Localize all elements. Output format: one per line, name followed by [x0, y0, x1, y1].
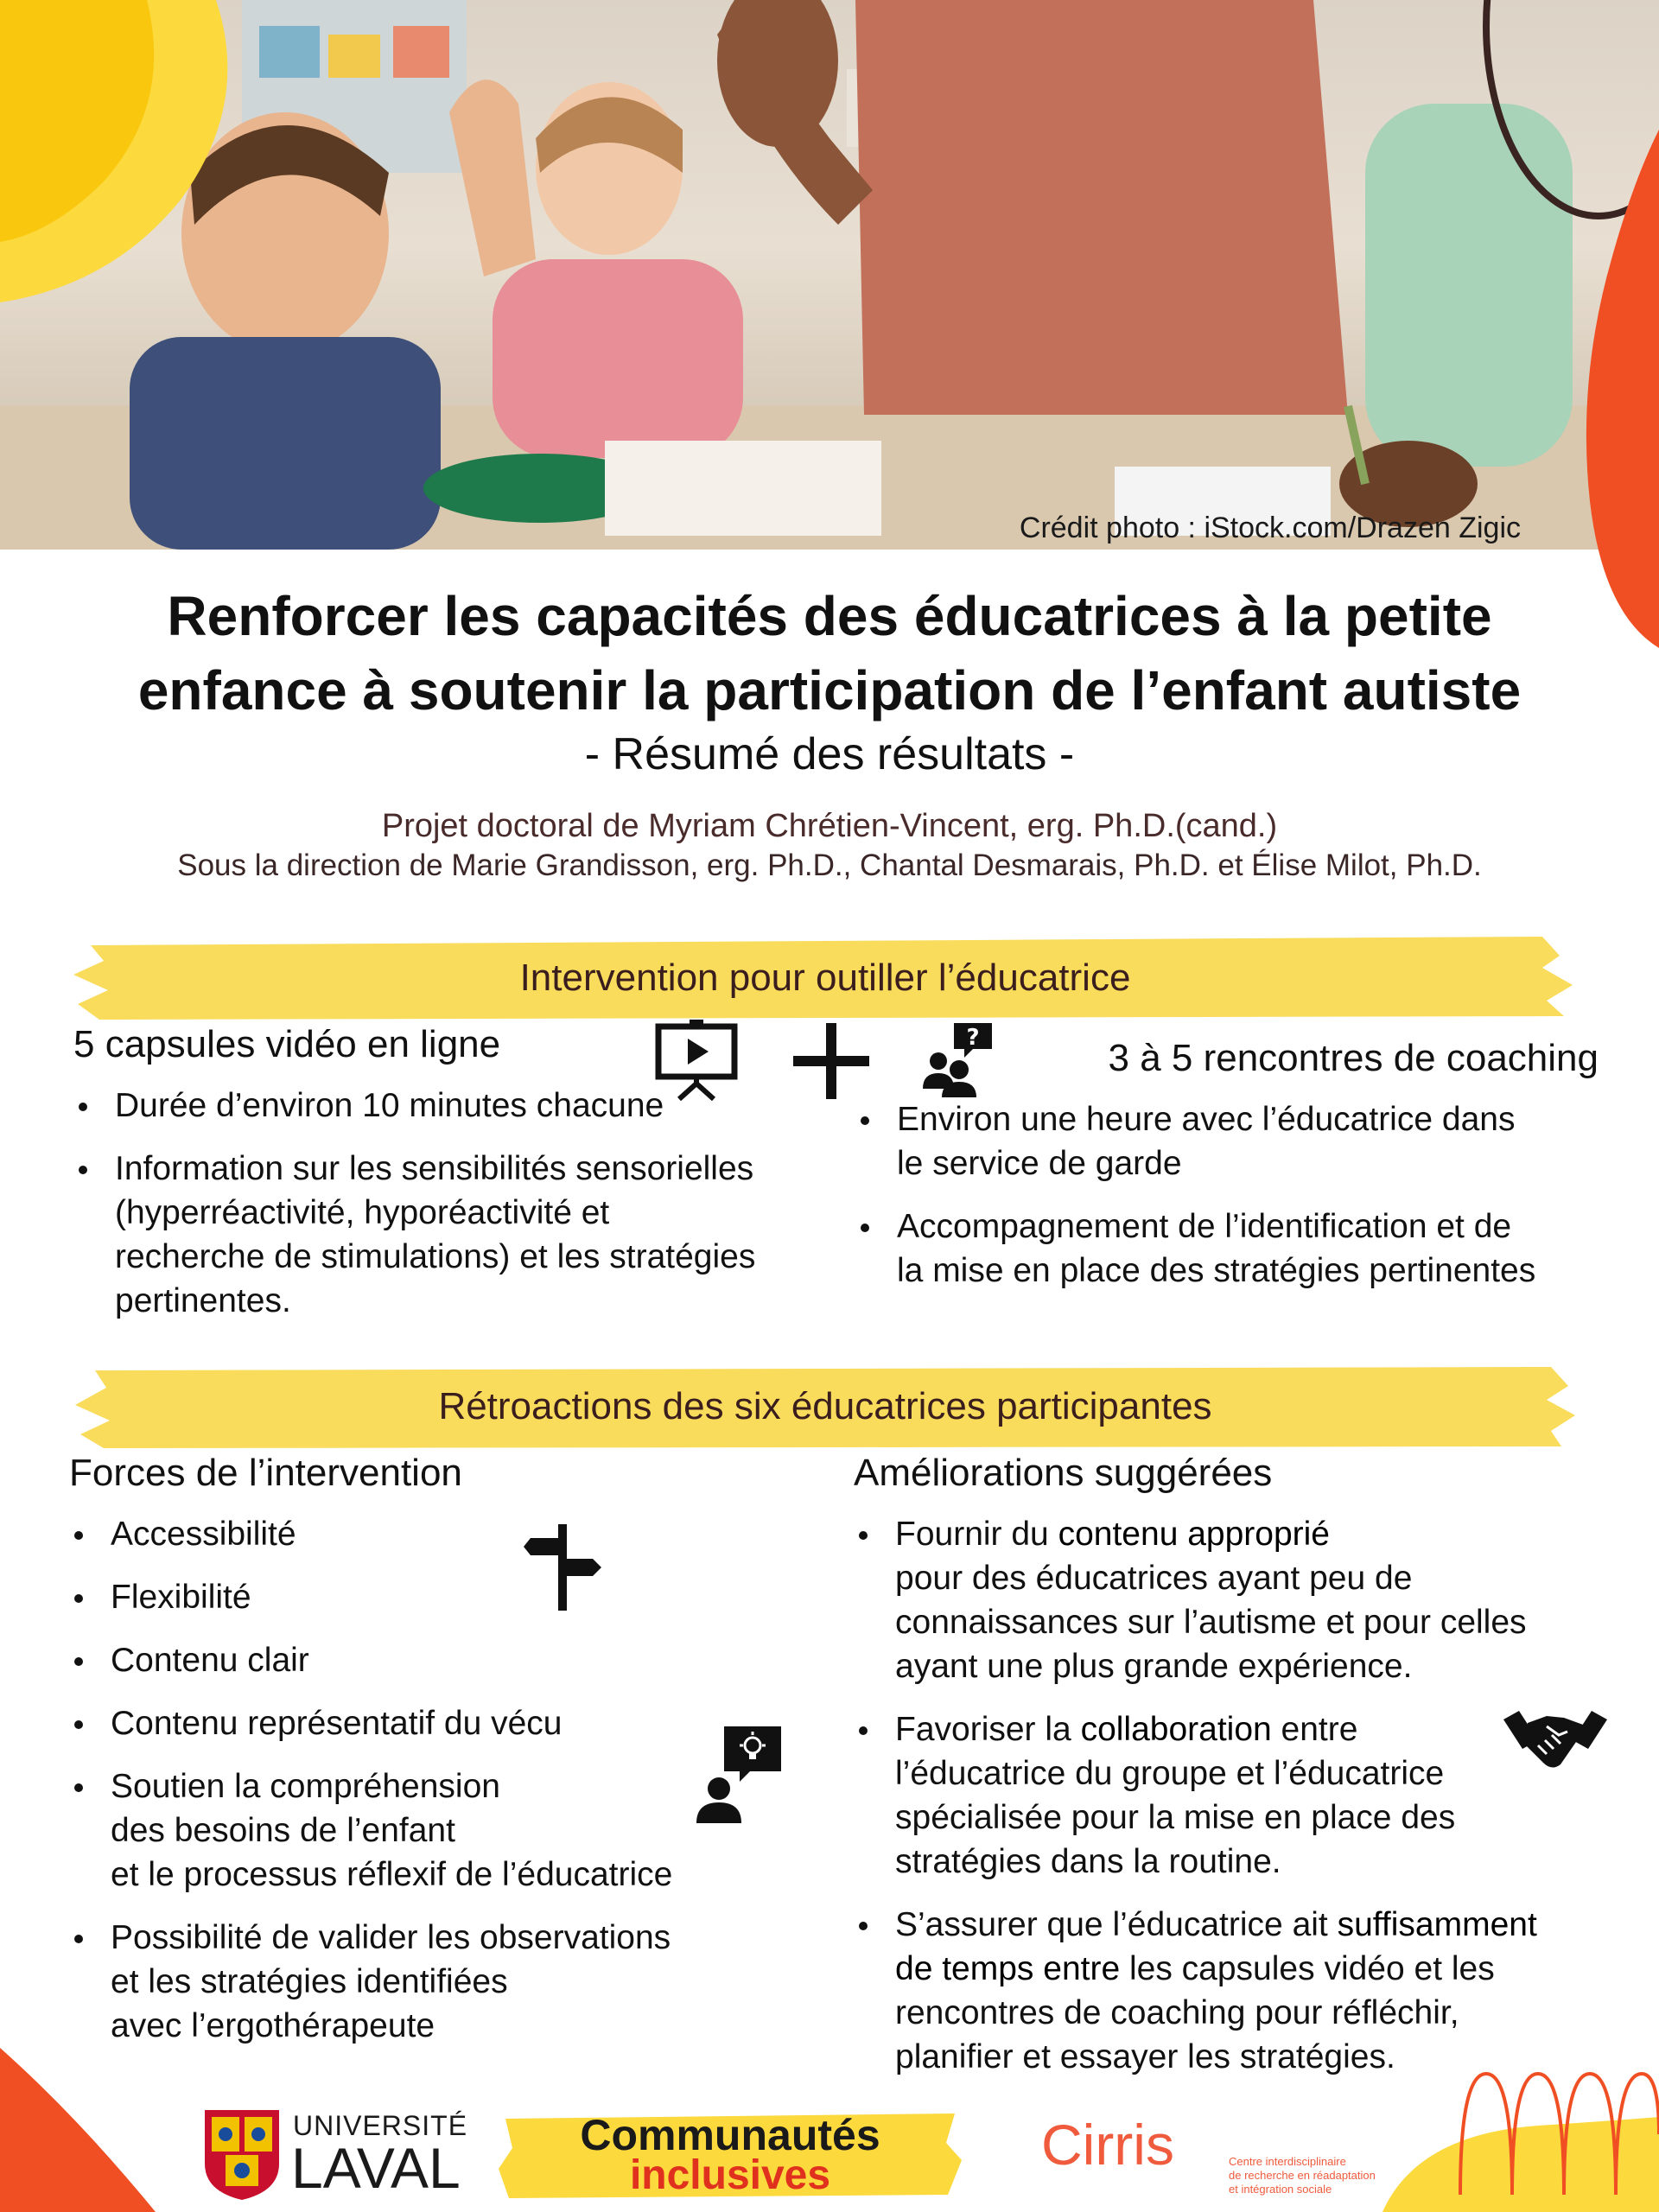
feedback-banner	[73, 1362, 1577, 1452]
strengths-heading: Forces de l’intervention	[69, 1452, 462, 1494]
list-item: Soutien la compréhension des besoins de l’enfant et le processus réflexif de l’éducatrice	[69, 1764, 830, 1897]
list-item: Flexibilité	[69, 1575, 830, 1619]
title-line-1: Renforcer les capacités des éducatrices à la petite	[167, 585, 1492, 647]
improvements-section	[854, 1450, 1614, 2098]
subtitle: - Résumé des résultats -	[584, 729, 1075, 779]
yellow-blob-decoration	[0, 0, 251, 311]
intervention-banner	[73, 933, 1577, 1023]
svg-text:?: ?	[966, 1025, 980, 1051]
video-capsules-list	[73, 1084, 834, 1323]
feedback-banner-label: Rétroactions des six éducatrices participantes	[438, 1385, 1212, 1427]
laval-label-bottom: LAVAL	[291, 2136, 461, 2200]
ci-label-line2: inclusives	[629, 2152, 831, 2198]
cirris-logo	[1041, 2108, 1387, 2203]
cirris-subtitle: Centre interdisciplinaire de recherche en réadaptation et intégration sociale	[1229, 2155, 1376, 2196]
coaching-list	[855, 1097, 1616, 1293]
list-item: S’assurer que l’éducatrice ait suffisamment de temps entre les capsules vidéo et les rencontres de coaching pour réfléchir, planifier et essayer les stratégies.	[854, 1903, 1614, 2079]
video-capsules-heading: 5 capsules vidéo en ligne	[73, 1023, 501, 1065]
communautes-inclusives-logo	[497, 2108, 963, 2203]
orange-shape-right	[1568, 130, 1659, 648]
title-line-2: enfance à soutenir la participation de l’enfant autiste	[137, 659, 1522, 721]
coaching-heading: 3 à 5 rencontres de coaching	[1108, 1037, 1599, 1079]
title-block	[52, 579, 1607, 885]
list-item: Possibilité de valider les observations et les stratégies identifiées avec l’ergothérapeute	[69, 1916, 830, 2048]
list-item: Durée d’environ 10 minutes chacune	[73, 1084, 834, 1128]
supervision-line: Sous la direction de Marie Grandisson, erg. Ph.D., Chantal Desmarais, Ph.D. et Élise Milot, Ph.D.	[177, 849, 1482, 882]
presentation-video-icon	[655, 1018, 738, 1101]
signpost-icon	[524, 1524, 601, 1611]
laval-label-top: UNIVERSITÉ	[293, 2110, 468, 2141]
list-item: Information sur les sensibilités sensorielles (hyperréactivité, hyporéactivité et recherche de stimulations) et les stratégies pertinentes.	[73, 1147, 834, 1323]
laval-crest-icon	[203, 2108, 281, 2202]
orange-corner-decoration	[0, 2048, 156, 2212]
page-title	[52, 579, 1607, 728]
list-item: Environ une heure avec l’éducatrice dans le service de garde	[855, 1097, 1616, 1185]
improvements-heading: Améliorations suggérées	[854, 1452, 1273, 1494]
project-author: Projet doctoral de Myriam Chrétien-Vincent, erg. Ph.D.(cand.)	[381, 808, 1278, 844]
coaching-section	[855, 1035, 1616, 1312]
hero-photo	[0, 0, 1659, 550]
cirris-label: Cirris	[1041, 2113, 1174, 2177]
list-item: Accompagnement de l’identification et de la mise en place des stratégies pertinentes	[855, 1205, 1616, 1293]
list-item: Favoriser la collaboration entre l’éducatrice du groupe et l’éducatrice spécialisée pour la mise en place des stratégies dans la routine.	[854, 1707, 1614, 1884]
photo-credit: Crédit photo : iStock.com/Drazen Zigic	[1019, 512, 1521, 544]
list-item: Contenu clair	[69, 1638, 830, 1682]
list-item: Fournir du contenu approprié pour des éducatrices ayant peu de connaissances sur l’autisme et pour celles ayant une plus grande expérience.	[854, 1512, 1614, 1688]
list-item: Contenu représentatif du vécu	[69, 1701, 830, 1745]
improvements-list	[854, 1512, 1614, 2079]
intervention-banner-label: Intervention pour outiller l’éducatrice	[519, 957, 1131, 999]
idea-person-icon	[695, 1725, 781, 1825]
ci-label-line1: Communautés	[580, 2111, 880, 2159]
universite-laval-logo	[203, 2108, 468, 2203]
yellow-loops-decoration	[1382, 2056, 1659, 2212]
list-item: Accessibilité	[69, 1512, 830, 1556]
